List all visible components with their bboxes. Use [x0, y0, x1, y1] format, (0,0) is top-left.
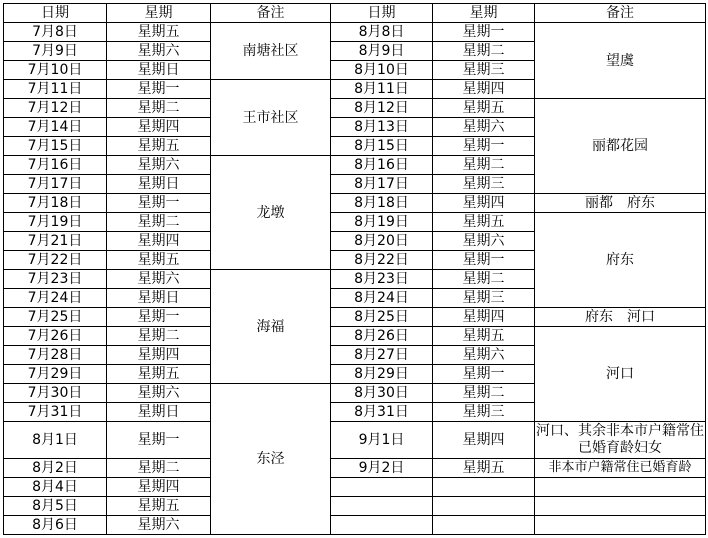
- date-cell: 8月6日: [4, 516, 107, 535]
- date-cell: 7月10日: [4, 61, 107, 80]
- date-cell: 7月14日: [4, 118, 107, 137]
- header-note: 备注: [535, 4, 706, 23]
- weekday-cell: 星期二: [433, 384, 535, 403]
- weekday-cell: 星期五: [107, 23, 211, 42]
- date-cell: 7月23日: [4, 270, 107, 289]
- weekday-cell: 星期日: [107, 289, 211, 308]
- weekday-cell: 星期一: [433, 23, 535, 42]
- weekday-cell: 星期三: [433, 403, 535, 422]
- weekday-cell: 星期日: [107, 175, 211, 194]
- empty-cell: [331, 497, 433, 516]
- date-cell: 8月9日: [331, 42, 433, 61]
- weekday-cell: 星期二: [107, 459, 211, 478]
- weekday-cell: 星期六: [107, 42, 211, 61]
- date-cell: 8月24日: [331, 289, 433, 308]
- weekday-cell: 星期六: [433, 346, 535, 365]
- header-weekday: 星期: [433, 4, 535, 23]
- weekday-cell: 星期四: [107, 118, 211, 137]
- weekday-cell: 星期五: [433, 459, 535, 478]
- empty-cell: [535, 478, 706, 497]
- date-cell: 7月21日: [4, 232, 107, 251]
- date-cell: 8月4日: [4, 478, 107, 497]
- weekday-cell: 星期四: [107, 346, 211, 365]
- note-cell: 府东: [535, 213, 706, 308]
- weekday-cell: 星期六: [433, 232, 535, 251]
- date-cell: 7月11日: [4, 80, 107, 99]
- weekday-cell: 星期五: [107, 251, 211, 270]
- empty-cell: [535, 516, 706, 535]
- date-cell: 8月23日: [331, 270, 433, 289]
- weekday-cell: 星期二: [107, 99, 211, 118]
- weekday-cell: 星期一: [107, 308, 211, 327]
- header-weekday: 星期: [107, 4, 211, 23]
- empty-cell: [433, 516, 535, 535]
- weekday-cell: 星期二: [107, 327, 211, 346]
- date-cell: 7月26日: [4, 327, 107, 346]
- note-cell: 河口、其余非本市户籍常住已婚育龄妇女: [535, 422, 706, 459]
- table-row: [4, 99, 706, 118]
- date-cell: 7月29日: [4, 365, 107, 384]
- date-cell: 8月8日: [331, 23, 433, 42]
- table-row: [4, 497, 706, 516]
- weekday-cell: 星期四: [433, 80, 535, 99]
- date-cell: 8月5日: [4, 497, 107, 516]
- table-row: [4, 327, 706, 346]
- date-cell: 7月30日: [4, 384, 107, 403]
- note-cell: 望虞: [535, 23, 706, 99]
- date-cell: 8月18日: [331, 194, 433, 213]
- empty-cell: [433, 497, 535, 516]
- note-cell: 河口: [535, 327, 706, 422]
- date-cell: 8月1日: [4, 422, 107, 459]
- table-row: [4, 308, 706, 327]
- date-cell: 8月10日: [331, 61, 433, 80]
- weekday-cell: 星期三: [433, 61, 535, 80]
- header-date: 日期: [331, 4, 433, 23]
- weekday-cell: 星期六: [107, 270, 211, 289]
- date-cell: 8月27日: [331, 346, 433, 365]
- header-note: 备注: [211, 4, 331, 23]
- note-cell: 府东 河口: [535, 308, 706, 327]
- note-cell: 王市社区: [211, 80, 331, 156]
- table-row: [4, 194, 706, 213]
- date-cell: 8月26日: [331, 327, 433, 346]
- date-cell: 8月16日: [331, 156, 433, 175]
- header-row: [4, 4, 706, 23]
- date-cell: 7月15日: [4, 137, 107, 156]
- date-cell: 7月9日: [4, 42, 107, 61]
- note-cell: 东泾: [211, 384, 331, 535]
- note-cell: 非本市户籍常住已婚育龄: [535, 459, 706, 478]
- date-cell: 7月28日: [4, 346, 107, 365]
- note-cell: 龙墩: [211, 156, 331, 270]
- weekday-cell: 星期一: [433, 137, 535, 156]
- table-row: [4, 213, 706, 232]
- weekday-cell: 星期五: [107, 365, 211, 384]
- weekday-cell: 星期二: [433, 42, 535, 61]
- date-cell: 8月11日: [331, 80, 433, 99]
- date-cell: 9月1日: [331, 422, 433, 459]
- date-cell: 7月18日: [4, 194, 107, 213]
- date-cell: 7月17日: [4, 175, 107, 194]
- weekday-cell: 星期五: [107, 497, 211, 516]
- weekday-cell: 星期一: [107, 80, 211, 99]
- date-cell: 7月19日: [4, 213, 107, 232]
- weekday-cell: 星期四: [433, 422, 535, 459]
- weekday-cell: 星期三: [433, 175, 535, 194]
- weekday-cell: 星期五: [433, 213, 535, 232]
- date-cell: 7月25日: [4, 308, 107, 327]
- note-cell: 丽都花园: [535, 99, 706, 194]
- date-cell: 8月13日: [331, 118, 433, 137]
- date-cell: 7月16日: [4, 156, 107, 175]
- table-row: [4, 478, 706, 497]
- weekday-cell: 星期五: [107, 137, 211, 156]
- weekday-cell: 星期六: [107, 384, 211, 403]
- weekday-cell: 星期四: [107, 478, 211, 497]
- empty-cell: [535, 497, 706, 516]
- weekday-cell: 星期一: [107, 422, 211, 459]
- date-cell: 7月22日: [4, 251, 107, 270]
- date-cell: 9月2日: [331, 459, 433, 478]
- date-cell: 7月24日: [4, 289, 107, 308]
- header-date: 日期: [4, 4, 107, 23]
- empty-cell: [331, 478, 433, 497]
- note-cell: 海福: [211, 270, 331, 384]
- date-cell: 7月8日: [4, 23, 107, 42]
- note-cell: 南塘社区: [211, 23, 331, 80]
- date-cell: 8月30日: [331, 384, 433, 403]
- weekday-cell: 星期一: [107, 194, 211, 213]
- date-cell: 7月12日: [4, 99, 107, 118]
- date-cell: 7月31日: [4, 403, 107, 422]
- weekday-cell: 星期二: [433, 270, 535, 289]
- date-cell: 8月20日: [331, 232, 433, 251]
- date-cell: 8月31日: [331, 403, 433, 422]
- weekday-cell: 星期四: [107, 232, 211, 251]
- table-row: [4, 23, 706, 42]
- weekday-cell: 星期五: [433, 327, 535, 346]
- table-row: [4, 459, 706, 478]
- weekday-cell: 星期一: [433, 365, 535, 384]
- date-cell: 8月22日: [331, 251, 433, 270]
- date-cell: 8月19日: [331, 213, 433, 232]
- weekday-cell: 星期四: [433, 308, 535, 327]
- weekday-cell: 星期日: [107, 61, 211, 80]
- note-cell: 丽都 府东: [535, 194, 706, 213]
- weekday-cell: 星期六: [107, 516, 211, 535]
- date-cell: 8月2日: [4, 459, 107, 478]
- weekday-cell: 星期二: [433, 156, 535, 175]
- weekday-cell: 星期六: [107, 156, 211, 175]
- date-cell: 8月29日: [331, 365, 433, 384]
- weekday-cell: 星期一: [433, 251, 535, 270]
- table-row: [4, 516, 706, 535]
- date-cell: 8月25日: [331, 308, 433, 327]
- date-cell: 8月12日: [331, 99, 433, 118]
- weekday-cell: 星期日: [107, 403, 211, 422]
- weekday-cell: 星期三: [433, 289, 535, 308]
- empty-cell: [433, 478, 535, 497]
- schedule-table: [3, 3, 706, 535]
- weekday-cell: 星期四: [433, 194, 535, 213]
- empty-cell: [331, 516, 433, 535]
- weekday-cell: 星期五: [433, 99, 535, 118]
- date-cell: 8月15日: [331, 137, 433, 156]
- table-row: [4, 422, 706, 459]
- date-cell: 8月17日: [331, 175, 433, 194]
- weekday-cell: 星期二: [107, 213, 211, 232]
- weekday-cell: 星期六: [433, 118, 535, 137]
